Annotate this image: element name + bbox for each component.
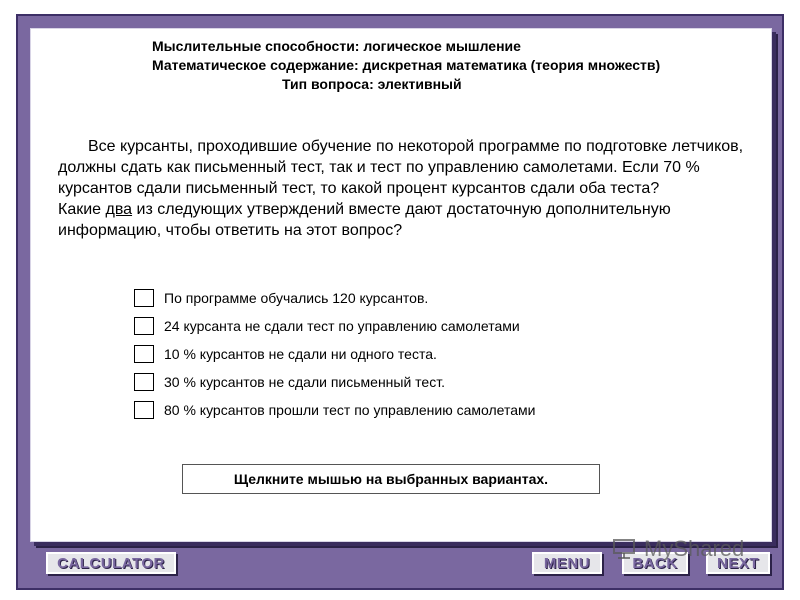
option-2[interactable] [134,316,520,336]
option-2-checkbox[interactable] [134,317,154,335]
calculator-button[interactable]: CALCULATOR [46,552,176,574]
question-text [58,136,758,241]
question-stem: Все курсанты, проходившие обучение по некоторой программе по подготовке летчиков, должны сдать как письменный тест, так и тест по управлению самолетами. Если 70 % курсантов сдали письменный тест, то какой процент курсантов сдали оба теста? [58,138,744,197]
question-paragraph-1 [58,136,758,199]
option-4-checkbox[interactable] [134,373,154,391]
question-prompt-end: из следующих утверждений вместе дают достаточную дополнительную информацию, чтобы ответить на этот вопрос? [58,201,671,239]
option-1-label[interactable]: По программе обучались 120 курсантов. [164,290,429,306]
option-2-label[interactable]: 24 курсанта не сдали тест по управлению самолетами [164,318,520,334]
instruction-box: Щелкните мышью на выбранных вариантах. [182,464,600,494]
option-4[interactable] [134,372,445,392]
next-button[interactable]: NEXT [706,552,770,574]
option-5-label[interactable]: 80 % курсантов прошли тест по управлению самолетами [164,402,536,418]
header-line-skills: Мыслительные способности: логическое мышление [152,38,521,54]
option-3-label[interactable]: 10 % курсантов не сдали ни одного теста. [164,346,437,362]
question-prompt-start: Какие [58,201,106,218]
header-line-content: Математическое содержание: дискретная математика (теория множеств) [152,57,661,73]
watermark-text: MyShared [644,536,745,561]
option-1[interactable] [134,288,428,308]
option-3[interactable] [134,344,437,364]
back-button[interactable]: BACK [622,552,688,574]
question-prompt-emphasis: два [105,201,133,218]
option-5-checkbox[interactable] [134,401,154,419]
header-line-type: Тип вопроса: элективный [282,76,462,92]
option-5[interactable] [134,400,536,420]
option-3-checkbox[interactable] [134,345,154,363]
question-paragraph-2 [58,199,758,241]
menu-button[interactable]: MENU [532,552,602,574]
option-4-label[interactable]: 30 % курсантов не сдали письменный тест. [164,374,445,390]
option-1-checkbox[interactable] [134,289,154,307]
